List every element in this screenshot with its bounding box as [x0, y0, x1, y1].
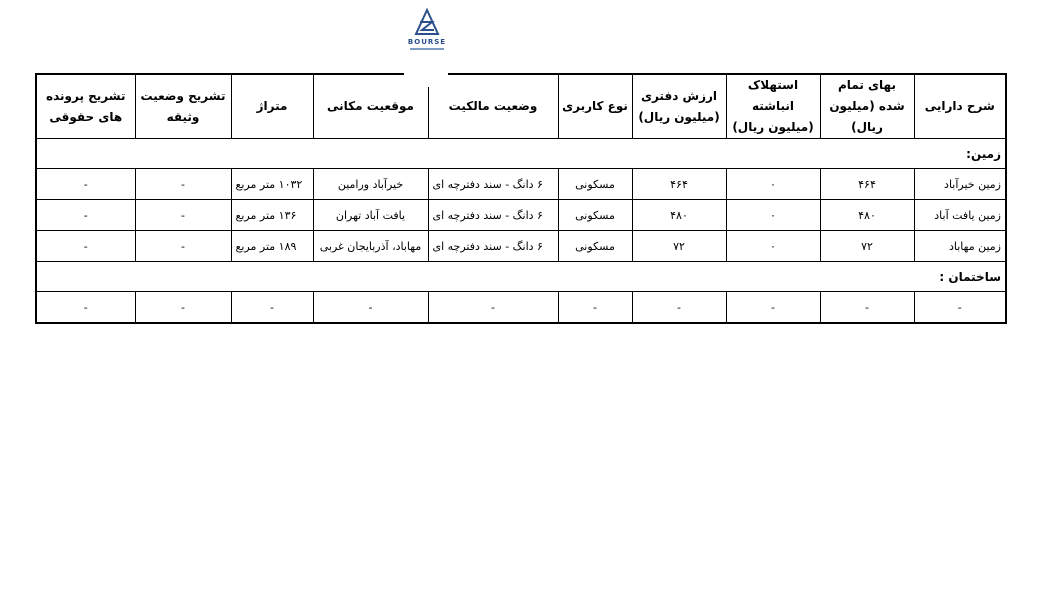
bourse-logo-icon — [404, 8, 450, 38]
asset-collateral: - — [135, 169, 231, 200]
table-row — [36, 169, 1006, 200]
asset-name: زمین خیرآباد — [914, 169, 1006, 200]
header-book-value: ارزش دفتری (میلیون ریال) — [632, 74, 726, 139]
asset-legal: - — [36, 231, 135, 262]
asset-location: - — [313, 292, 428, 324]
asset-collateral: - — [135, 200, 231, 231]
asset-cost: ۴۸۰ — [820, 200, 914, 231]
land-section-row — [36, 139, 1006, 169]
asset-legal: - — [36, 292, 135, 324]
asset-usage: مسکونی — [558, 200, 632, 231]
table-header-row — [36, 74, 1006, 139]
asset-legal: - — [36, 200, 135, 231]
asset-book-value: ۴۶۴ — [632, 169, 726, 200]
header-location: موقعیت مکانی — [313, 74, 428, 139]
asset-ownership: ۶ دانگ - سند دفترچه ای — [428, 169, 558, 200]
asset-name: زمین یافت آباد — [914, 200, 1006, 231]
header-legal-cases: تشریح پرونده های حقوقی — [36, 74, 135, 139]
asset-collateral: - — [135, 231, 231, 262]
bourse-logo — [404, 8, 450, 58]
asset-area: ۱۰۳۲ متر مربع — [231, 169, 313, 200]
table-row — [36, 231, 1006, 262]
asset-location: یافت آباد تهران — [313, 200, 428, 231]
bourse-logo-word: BOURSE — [407, 38, 447, 46]
asset-cost: - — [820, 292, 914, 324]
asset-usage: مسکونی — [558, 169, 632, 200]
table-row — [36, 200, 1006, 231]
asset-depreciation: ۰ — [726, 200, 820, 231]
header-border-gap — [404, 71, 448, 87]
asset-depreciation: ۰ — [726, 231, 820, 262]
header-asset-description: شرح دارایی — [914, 74, 1006, 139]
asset-ownership: ۶ دانگ - سند دفترچه ای — [428, 200, 558, 231]
header-cost: بهای تمام شده (میلیون ریال) — [820, 74, 914, 139]
asset-depreciation: ۰ — [726, 169, 820, 200]
asset-name: زمین مهاباد — [914, 231, 1006, 262]
asset-name: - — [914, 292, 1006, 324]
header-area: متراژ — [231, 74, 313, 139]
building-section-row — [36, 262, 1006, 292]
header-ownership-status: وضعیت مالکیت — [428, 74, 558, 139]
asset-location: خیرآباد ورامین — [313, 169, 428, 200]
header-accumulated-depreciation: استهلاک انباشته (میلیون ریال) — [726, 74, 820, 139]
asset-usage: مسکونی — [558, 231, 632, 262]
asset-usage: - — [558, 292, 632, 324]
asset-location: مهاباد، آذربایجان غربی — [313, 231, 428, 262]
asset-book-value: ۴۸۰ — [632, 200, 726, 231]
asset-cost: ۷۲ — [820, 231, 914, 262]
asset-area: ۱۳۶ متر مربع — [231, 200, 313, 231]
asset-book-value: - — [632, 292, 726, 324]
land-section-label: زمین: — [36, 139, 1006, 169]
asset-depreciation: - — [726, 292, 820, 324]
asset-ownership: - — [428, 292, 558, 324]
asset-collateral: - — [135, 292, 231, 324]
asset-book-value: ۷۲ — [632, 231, 726, 262]
header-collateral-status: تشریح وضعیت وثیقه — [135, 74, 231, 139]
asset-ownership: ۶ دانگ - سند دفترچه ای — [428, 231, 558, 262]
asset-area: - — [231, 292, 313, 324]
asset-cost: ۴۶۴ — [820, 169, 914, 200]
logo-subtitle-line — [410, 48, 444, 50]
asset-area: ۱۸۹ متر مربع — [231, 231, 313, 262]
asset-legal: - — [36, 169, 135, 200]
table-row — [36, 292, 1006, 324]
assets-table — [35, 73, 1007, 324]
building-section-label: ساختمان : — [36, 262, 1006, 292]
header-usage-type: نوع کاربری — [558, 74, 632, 139]
